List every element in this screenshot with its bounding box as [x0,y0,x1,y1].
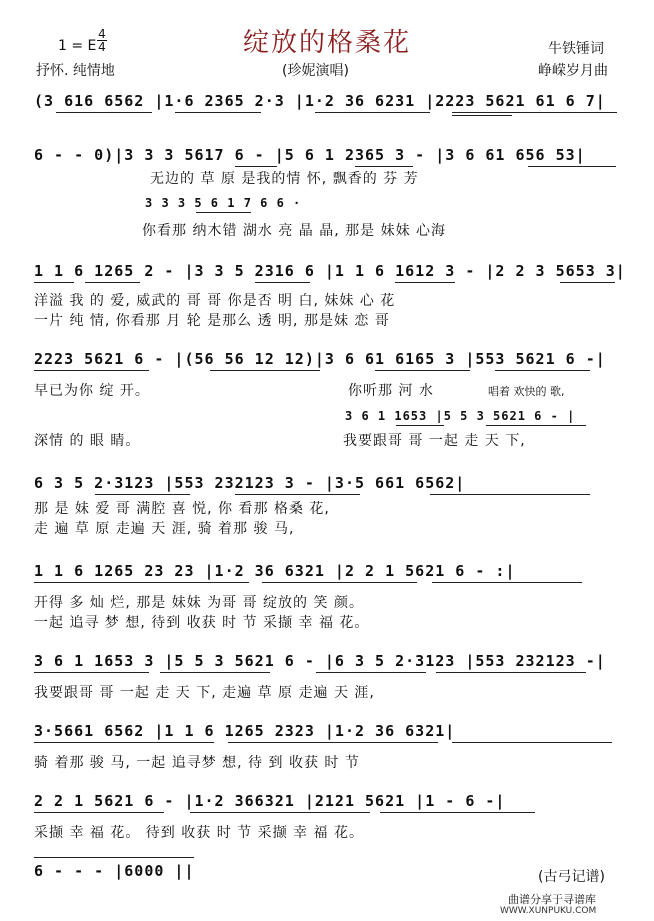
song-title: 绽放的格桑花 [242,28,411,58]
lyric-line-6a: 深情 的 眼 睛。 [34,433,141,449]
performer: (珍妮演唱) [282,63,349,79]
lyric-line-5b: 你听那 河 水 [348,383,434,399]
lyric-line-8b: 一起 追寻 梦 想, 待到 收获 时 节 采撷 幸 福 花。 [34,615,370,631]
key-label: 1 = E [58,38,97,54]
score-line-5: 2223 5621 6 - |(56 56 12 12)|3 6 61 6165 3 |553 5621 6 -| [34,350,606,368]
score-line-11: 2 2 1 5621 6 - |1·2 366321 |2121 5621 |1 - 6 -| [34,792,506,810]
lyric-line-6b: 我要跟哥 哥 一起 走 天 下, [343,433,526,449]
time-bottom: 4 [98,40,106,54]
lyric-line-5a: 早已为你 绽 开。 [34,383,150,399]
time-top: 4 [98,27,106,41]
score-line-3: 3 3 3 5 6 1 7 6 6 · [145,196,302,210]
score-line-8: 1 1 6 1265 23 23 |1·2 36 6321 |2 2 1 5621 6 - :| [34,562,516,580]
score-line-2: 6 - - 0)|3 3 3 5617 6 - |5 6 1 2365 3 - |3 6 61 656 53| [34,146,586,164]
lyricist: 牛铁锤词 [548,41,604,57]
transcriber: (古弓记谱) [538,869,605,885]
score-line-6: 3 6 1 1653 |5 5 3 5621 6 - | [345,409,576,423]
source-url[interactable]: WWW.XUNPUKU.COM [500,906,597,916]
score-line-10: 3·5661 6562 |1 1 6 1265 2323 |1·2 36 6321| [34,722,456,740]
lyric-line-4b: 一片 纯 情, 你看那 月 轮 是那么 透 明, 那是妹 恋 哥 [34,313,390,329]
lyric-line-7b: 走 遍 草 原 走遍 天 涯, 骑 着那 骏 马, [34,521,295,537]
performance-style: 抒怀. 纯情地 [36,63,115,79]
lyric-line-11: 采撷 幸 福 花。 待到 收获 时 节 采撷 幸 福 花。 [34,825,364,841]
score-line-4: 1 1 6 1265 2 - |3 3 5 2316 6 |1 1 6 1612 3 - |2 2 3 5653 3| [34,262,626,280]
lyric-line-9: 我要跟哥 哥 一起 走 天 下, 走遍 草 原 走遍 天 涯, [34,685,375,701]
lyric-line-4a: 洋溢 我 的 爱, 威武的 哥 哥 你是否 明 白, 妹妹 心 花 [34,293,396,309]
lyric-line-3: 你看那 纳木错 湖水 亮 晶 晶, 那是 妹妹 心海 [142,223,447,239]
lyric-line-5c: 唱着 欢快的 歌, [488,385,565,398]
lyric-line-8a: 开得 多 灿 烂, 那是 妹妹 为哥 哥 绽放的 笑 颜。 [34,595,364,611]
source-label: 曲谱分享于寻谱库 [508,893,596,906]
lyric-line-10: 骑 着那 骏 马, 一起 追寻梦 想, 待 到 收获 时 节 [34,755,360,771]
composer: 峥嵘岁月曲 [538,63,608,79]
score-line-9: 3 6 1 1653 3 |5 5 3 5621 6 - |6 3 5 2·3123 |553 232123 -| [34,652,606,670]
score-line-7: 6 3 5 2·3123 |553 232123 3 - |3·5 661 6562| [34,474,466,492]
lyric-line-2: 无边的 草 原 是我的情 怀, 飘香的 芬 芳 [150,171,419,187]
lyric-line-7a: 那 是 妹 爱 哥 满腔 喜 悦, 你 看那 格桑 花, [34,501,330,517]
score-line-1: (3 616 6562 |1·6 2365 2·3 |1·2 36 6231 |2223 5621 61 6 7| [34,92,606,110]
score-line-12: 6 - - - |6000 || [34,862,195,880]
